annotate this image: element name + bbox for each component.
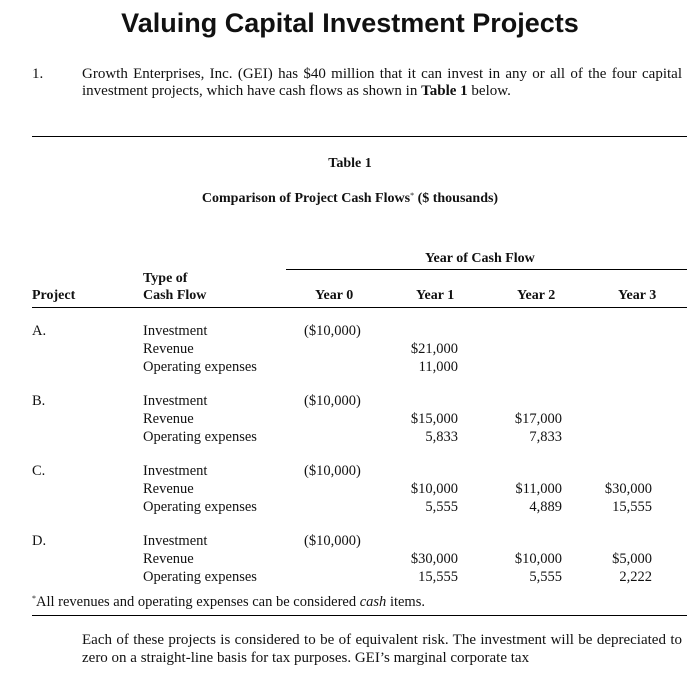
question-number: 1. <box>32 66 44 82</box>
year1-opex-c: 5,555 <box>425 499 458 515</box>
year0-investment-b: ($10,000) <box>304 393 361 409</box>
year1-revenue-b: $15,000 <box>410 411 458 427</box>
footnote-text-end: items. <box>386 594 425 610</box>
question-text-bold: Table 1 <box>421 83 468 99</box>
year2-revenue-b: $17,000 <box>514 411 562 427</box>
year1-opex-b: 5,833 <box>425 429 458 445</box>
table-caption-units: ($ thousands) <box>414 191 499 206</box>
paragraph-2: Each of these projects is considered to be of equivalent risk. The investment will be depreciated to zero on a straight-line basis for tax purposes. GEI’s marginal corporate tax <box>82 632 682 666</box>
group-header-year-of-cash-flow: Year of Cash Flow <box>425 251 535 266</box>
project-label-d: D. <box>32 533 47 549</box>
header-rule <box>32 307 687 308</box>
year2-opex-c: 4,889 <box>529 499 562 515</box>
type-investment-c: Investment <box>143 463 208 479</box>
project-label-a: A. <box>32 323 47 339</box>
table-caption-mark: * <box>410 191 415 200</box>
table-bottom-rule <box>32 615 687 616</box>
type-investment-d: Investment <box>143 533 208 549</box>
table-label: Table 1 <box>328 156 372 171</box>
page-title: Valuing Capital Investment Projects <box>121 8 579 38</box>
header-year-3: Year 3 <box>618 288 657 303</box>
header-year-2: Year 2 <box>517 288 556 303</box>
type-revenue-d: Revenue <box>143 551 194 567</box>
year3-revenue-d: $5,000 <box>612 551 652 567</box>
year1-revenue-a: $21,000 <box>410 341 458 357</box>
table-caption-text: Comparison of Project Cash Flows <box>201 191 411 206</box>
year2-opex-d: 5,555 <box>529 569 562 585</box>
type-revenue-b: Revenue <box>143 411 194 427</box>
question-text-end: below. <box>467 83 511 99</box>
footnote-text-italic: cash <box>359 594 387 610</box>
table-caption <box>0 191 700 207</box>
year1-revenue-c: $10,000 <box>410 481 458 497</box>
header-type-line2: Cash Flow <box>143 288 207 303</box>
type-revenue-c: Revenue <box>143 481 194 497</box>
footnote-text-start: All revenues and operating expenses can be considered <box>36 594 360 610</box>
project-label-b: B. <box>32 393 46 409</box>
header-type-line1: Type of <box>143 271 188 286</box>
year0-investment-d: ($10,000) <box>304 533 361 549</box>
year2-revenue-c: $11,000 <box>515 481 562 497</box>
question-text-start: Growth Enterprises, Inc. (GEI) has $40 million that it can invest in any or all of the four capital investment projects, which have cash flows as shown in <box>82 66 682 99</box>
type-investment-a: Investment <box>143 323 208 339</box>
type-opex-a: Operating expenses <box>143 359 257 375</box>
year0-investment-a: ($10,000) <box>304 323 361 339</box>
year1-opex-a: 11,000 <box>418 359 458 375</box>
type-opex-c: Operating expenses <box>143 499 257 515</box>
year3-revenue-c: $30,000 <box>604 481 652 497</box>
type-opex-d: Operating expenses <box>143 569 257 585</box>
header-year-0: Year 0 <box>315 288 354 303</box>
footnote-mark: * <box>32 594 36 603</box>
type-revenue-a: Revenue <box>143 341 194 357</box>
type-opex-b: Operating expenses <box>143 429 257 445</box>
year3-opex-c: 15,555 <box>612 499 652 515</box>
year3-opex-d: 2,222 <box>619 569 652 585</box>
header-project: Project <box>32 288 76 303</box>
table-footnote <box>32 594 425 611</box>
year1-opex-d: 15,555 <box>418 569 458 585</box>
year2-revenue-d: $10,000 <box>514 551 562 567</box>
group-header-rule <box>286 269 687 270</box>
year1-revenue-d: $30,000 <box>410 551 458 567</box>
question-text <box>82 66 682 100</box>
type-investment-b: Investment <box>143 393 208 409</box>
year0-investment-c: ($10,000) <box>304 463 361 479</box>
project-label-c: C. <box>32 463 46 479</box>
table-top-rule <box>32 136 687 137</box>
year2-opex-b: 7,833 <box>529 429 562 445</box>
header-year-1: Year 1 <box>416 288 455 303</box>
